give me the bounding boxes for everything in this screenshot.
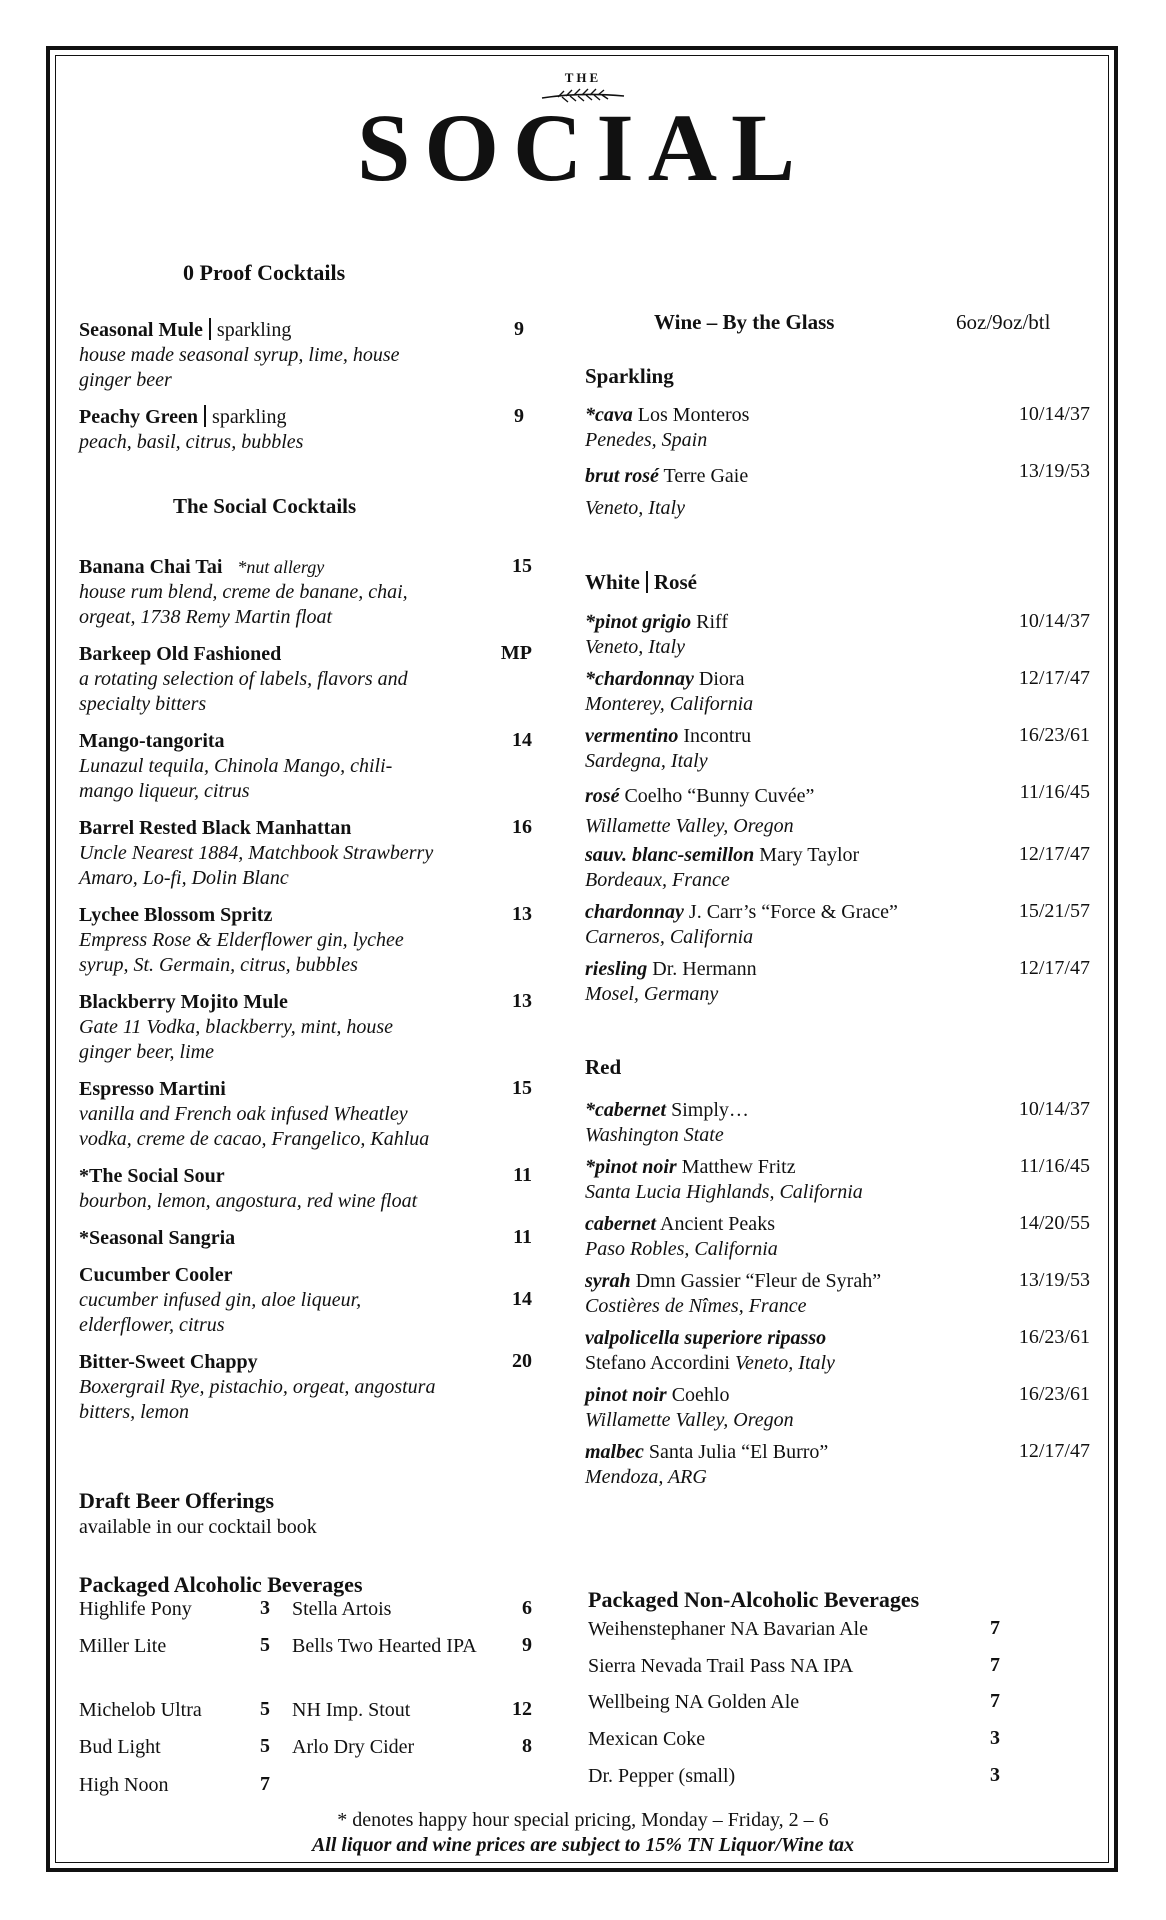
logo-the: THE	[564, 70, 602, 85]
wine-item: syrah Dmn Gassier “Fleur de Syrah” Costières de Nîmes, France	[585, 1270, 882, 1317]
wine-item: *cava Los Monteros Penedes, Spain	[585, 404, 750, 451]
item-price: 8	[522, 1735, 532, 1757]
item-price: 16	[512, 816, 532, 838]
item-price: 9	[522, 1634, 532, 1656]
list-item: Wellbeing NA Golden Ale	[588, 1691, 800, 1713]
wine-sizes: 6oz/9oz/btl	[956, 310, 1051, 334]
menu-item: Lychee Blossom Spritz Empress Rose & Elderflower gin, lychee syrup, St. Germain, citrus, bubbles	[79, 904, 404, 976]
wine-price: 12/17/47	[1018, 667, 1090, 689]
item-price: 20	[512, 1350, 532, 1372]
item-price: 5	[260, 1735, 270, 1757]
item-price: 5	[260, 1698, 270, 1720]
item-price: 7	[260, 1773, 270, 1795]
wine-price: 14/20/55	[1018, 1212, 1090, 1234]
wine-price: 13/19/53	[1018, 460, 1090, 482]
item-price: 7	[990, 1690, 1000, 1712]
packaged-non-alcoholic-title: Packaged Non-Alcoholic Beverages	[588, 1587, 920, 1612]
wine-price: 16/23/61	[1018, 1383, 1090, 1405]
wine-item: *pinot noir Matthew Fritz Santa Lucia Highlands, California	[585, 1156, 863, 1203]
wine-item: vermentino Incontru Sardegna, Italy	[585, 725, 752, 772]
list-item: Stella Artois	[292, 1598, 392, 1620]
list-item: Bud Light	[79, 1736, 161, 1758]
wine-price: 10/14/37	[1018, 403, 1090, 425]
packaged-alcoholic-title: Packaged Alcoholic Beverages	[79, 1572, 363, 1597]
wine-item: valpolicella superiore ripasso Stefano Accordini Veneto, Italy	[585, 1327, 835, 1374]
list-item: Highlife Pony	[79, 1598, 192, 1620]
item-price: 12	[512, 1698, 532, 1720]
list-item: High Noon	[79, 1774, 169, 1796]
wine-item: cabernet Ancient Peaks Paso Robles, California	[585, 1213, 778, 1260]
wine-price: 16/23/61	[1018, 724, 1090, 746]
menu-item: Mango-tangorita Lunazul tequila, Chinola Mango, chili-mango liqueur, citrus	[79, 730, 393, 802]
list-item: Weihenstephaner NA Bavarian Ale	[588, 1618, 868, 1640]
item-price: 13	[512, 990, 532, 1012]
item-price: 7	[990, 1617, 1000, 1639]
item-price: 3	[260, 1597, 270, 1619]
wine-price: 10/14/37	[1018, 1098, 1090, 1120]
wine-price: 16/23/61	[1018, 1326, 1090, 1348]
menu-item: Cucumber Cooler cucumber infused gin, aloe liqueur, elderflower, citrus	[79, 1264, 362, 1336]
wine-price: 12/17/47	[1018, 957, 1090, 979]
list-item: Mexican Coke	[588, 1728, 706, 1750]
tax-note: All liquor and wine prices are subject to 15% TN Liquor/Wine tax	[311, 1834, 855, 1856]
wine-price: 11/16/45	[1019, 1155, 1090, 1177]
item-price: 15	[512, 555, 532, 577]
wine-price: 12/17/47	[1018, 843, 1090, 865]
menu-item: Seasonal Mule sparkling house made seasonal syrup, lime, house ginger beer	[79, 319, 400, 391]
item-price: 3	[990, 1727, 1000, 1749]
zero-proof-title: 0 Proof Cocktails	[183, 260, 346, 285]
menu-item: Peachy Green sparkling peach, basil, citrus, bubbles	[79, 406, 304, 453]
wine-item: rosé Coelho “Bunny Cuvée” Willamette Valley, Oregon	[585, 785, 815, 837]
menu-item: *Seasonal Sangria	[79, 1227, 236, 1249]
list-item: Arlo Dry Cider	[292, 1736, 415, 1758]
sparkling-title: Sparkling	[585, 364, 674, 388]
red-title: Red	[585, 1055, 622, 1079]
draft-beer-note: available in our cocktail book	[79, 1516, 317, 1538]
list-item: NH Imp. Stout	[292, 1699, 411, 1721]
item-price: 9	[514, 405, 524, 427]
item-price: 11	[513, 1226, 532, 1248]
list-item: Michelob Ultra	[79, 1699, 202, 1721]
item-price: 14	[512, 729, 532, 751]
menu-item: Espresso Martini vanilla and French oak infused Wheatley vodka, creme de cacao, Frangelico, Kahlua	[79, 1078, 430, 1150]
item-price: 14	[512, 1288, 532, 1310]
wine-price: 13/19/53	[1018, 1269, 1090, 1291]
menu-item: Banana Chai Tai *nut allergy house rum blend, creme de banane, chai, orgeat, 1738 Remy Martin float	[79, 556, 408, 628]
item-price: 6	[522, 1597, 532, 1619]
wine-item: *pinot grigio Riff Veneto, Italy	[585, 611, 728, 658]
menu-item: *The Social Sour bourbon, lemon, angostura, red wine float	[79, 1165, 418, 1212]
wine-item: chardonnay J. Carr’s “Force & Grace” Carneros, California	[585, 901, 898, 948]
wine-item: sauv. blanc-semillon Mary Taylor Bordeaux, France	[585, 844, 860, 891]
item-price: 9	[514, 318, 524, 340]
menu-item: Barkeep Old Fashioned a rotating selection of labels, flavors and specialty bitters	[79, 643, 408, 715]
item-price: 15	[512, 1077, 532, 1099]
wine-item: *chardonnay Diora Monterey, California	[585, 668, 754, 715]
wine-price: 12/17/47	[1018, 1440, 1090, 1462]
wine-title: Wine – By the Glass	[654, 310, 835, 334]
wine-item: brut rosé Terre Gaie Veneto, Italy	[585, 465, 749, 519]
white-rose-title: White Rosé	[585, 570, 697, 594]
item-price: 3	[990, 1764, 1000, 1786]
wine-item: pinot noir Coehlo Willamette Valley, Oregon	[585, 1384, 794, 1431]
item-price: 11	[513, 1164, 532, 1186]
item-price: 5	[260, 1634, 270, 1656]
wine-item: *cabernet Simply… Washington State	[585, 1099, 749, 1146]
menu-item: Blackberry Mojito Mule Gate 11 Vodka, blackberry, mint, house ginger beer, lime	[79, 991, 394, 1063]
list-item: Dr. Pepper (small)	[588, 1765, 736, 1787]
item-price: 13	[512, 903, 532, 925]
item-price: MP	[500, 642, 532, 664]
happy-hour-note: * denotes happy hour special pricing, Monday – Friday, 2 – 6	[337, 1809, 829, 1831]
logo-social: SOCIAL	[356, 94, 810, 201]
wine-item: malbec Santa Julia “El Burro” Mendoza, ARG	[585, 1441, 829, 1488]
draft-beer-title: Draft Beer Offerings	[79, 1488, 275, 1513]
wine-price: 10/14/37	[1018, 610, 1090, 632]
social-cocktails-title: The Social Cocktails	[173, 494, 357, 518]
list-item: Sierra Nevada Trail Pass NA IPA	[588, 1655, 854, 1677]
menu-item: Barrel Rested Black Manhattan Uncle Nearest 1884, Matchbook Strawberry Amaro, Lo-fi, Dolin Blanc	[79, 817, 434, 889]
wine-price: 15/21/57	[1018, 900, 1090, 922]
list-item: Miller Lite	[79, 1635, 167, 1657]
menu-item: Bitter-Sweet Chappy Boxergrail Rye, pistachio, orgeat, angostura bitters, lemon	[79, 1351, 436, 1423]
item-price: 7	[990, 1654, 1000, 1676]
wine-price: 11/16/45	[1019, 781, 1090, 803]
list-item: Bells Two Hearted IPA	[292, 1635, 477, 1657]
wine-item: riesling Dr. Hermann Mosel, Germany	[585, 958, 757, 1005]
